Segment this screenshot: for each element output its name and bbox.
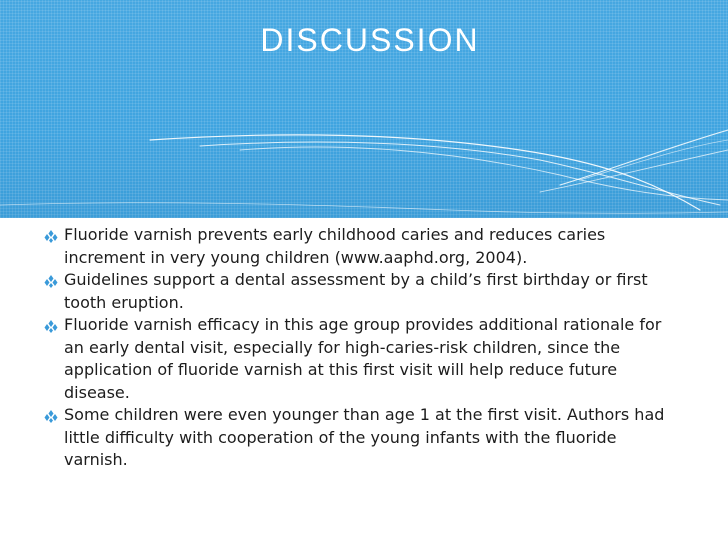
diamond-bullet-icon	[44, 409, 58, 423]
diamond-bullet-icon	[44, 319, 58, 333]
bullet-text: Fluoride varnish prevents early childhood caries and reduces caries increment in very young children (www.aaphd.org, 2004).	[64, 225, 606, 267]
bullet-item	[44, 224, 684, 269]
bullet-item	[44, 404, 684, 472]
title-banner	[0, 0, 728, 218]
slide-title: DISCUSSION	[260, 22, 480, 58]
bullet-item	[44, 269, 684, 314]
bullet-text: Fluoride varnish efficacy in this age group provides additional rationale for an early dental visit, especially for high-caries-risk children, since the application of fluoride varnish at this first visit will help reduce future disease.	[64, 315, 662, 402]
bullet-text: Guidelines support a dental assessment by a child’s first birthday or first tooth eruption.	[64, 270, 648, 312]
diamond-bullet-icon	[44, 274, 58, 288]
diamond-bullet-icon	[44, 229, 58, 243]
bullet-text: Some children were even younger than age 1 at the first visit. Authors had little difficulty with cooperation of the young infants with the fluoride varnish.	[64, 405, 665, 469]
bullet-list	[44, 224, 684, 472]
bullet-item	[44, 314, 684, 404]
